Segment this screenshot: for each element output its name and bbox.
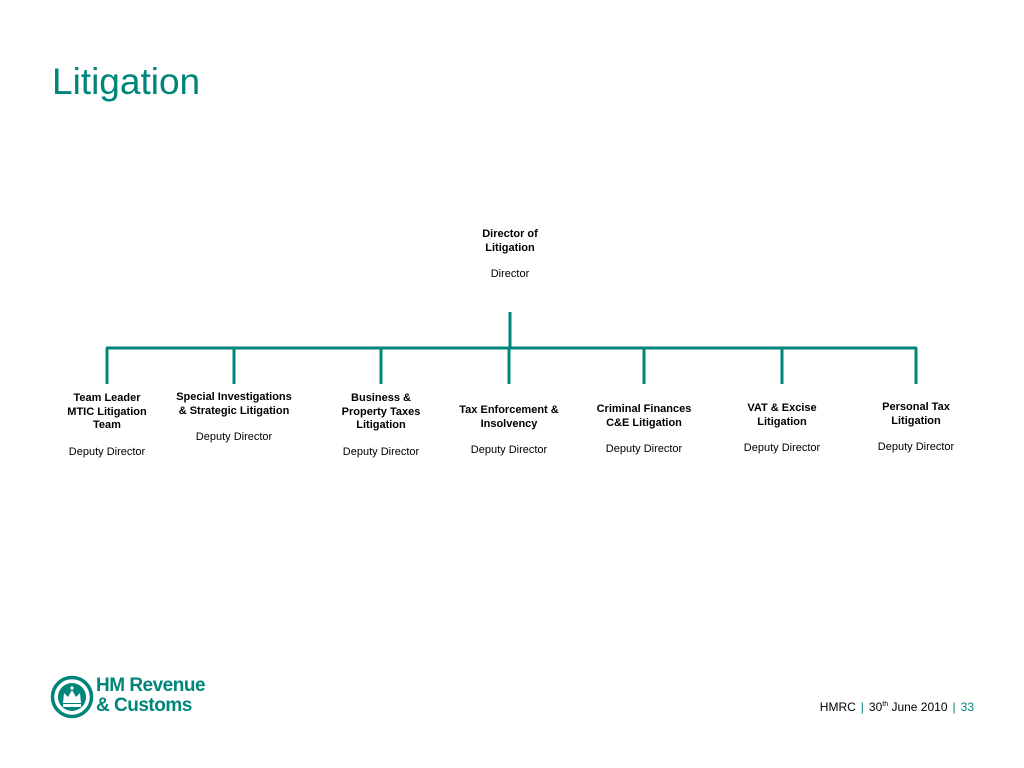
org-node-director [450,228,570,282]
logo-line-2: & Customs [96,695,192,716]
node-name: Personal Tax Litigation [882,401,950,427]
node-name: Business & Property Taxes Litigation [341,392,421,431]
org-node-vat-excise [722,402,842,456]
footer-date-day: 30 [868,700,883,714]
org-node-business-property [321,392,441,459]
footer-separator: | [952,700,956,714]
footer-org: HMRC [819,700,856,714]
node-name: Team Leader MTIC Litigation Team [67,392,147,431]
org-node-personal-tax [856,401,976,455]
footer-date-rest: June 2010 [891,700,948,714]
slide-title: Litigation [52,61,201,102]
node-name: Director of Litigation [482,228,538,254]
node-role: Deputy Director [743,442,821,454]
node-name: VAT & Excise Litigation [747,402,817,428]
node-name: Special Investigations & Strategic Litigation [176,391,292,417]
node-role: Deputy Director [342,445,420,458]
node-role: Deputy Director [68,445,146,458]
node-role: Deputy Director [605,443,683,455]
footer-separator: | [860,700,864,714]
node-name: Tax Enforcement & Insolvency [459,404,559,430]
logo-line-1: HM Revenue [96,675,206,696]
org-node-mtic [47,392,167,459]
footer-date-suffix: th [882,701,889,708]
org-node-special-investigations [174,391,294,445]
node-role: Deputy Director [195,431,273,443]
org-node-tax-enforcement [449,404,569,458]
crown-icon [50,673,94,721]
hmrc-logo-wordmark [96,676,205,716]
node-role: Deputy Director [877,441,955,453]
slide-footer [820,700,974,714]
page-number: 33 [960,700,974,714]
node-name: Criminal Finances C&E Litigation [596,403,692,429]
node-role: Director [490,268,530,280]
node-role: Deputy Director [470,444,548,456]
org-node-criminal-finances [584,403,704,457]
